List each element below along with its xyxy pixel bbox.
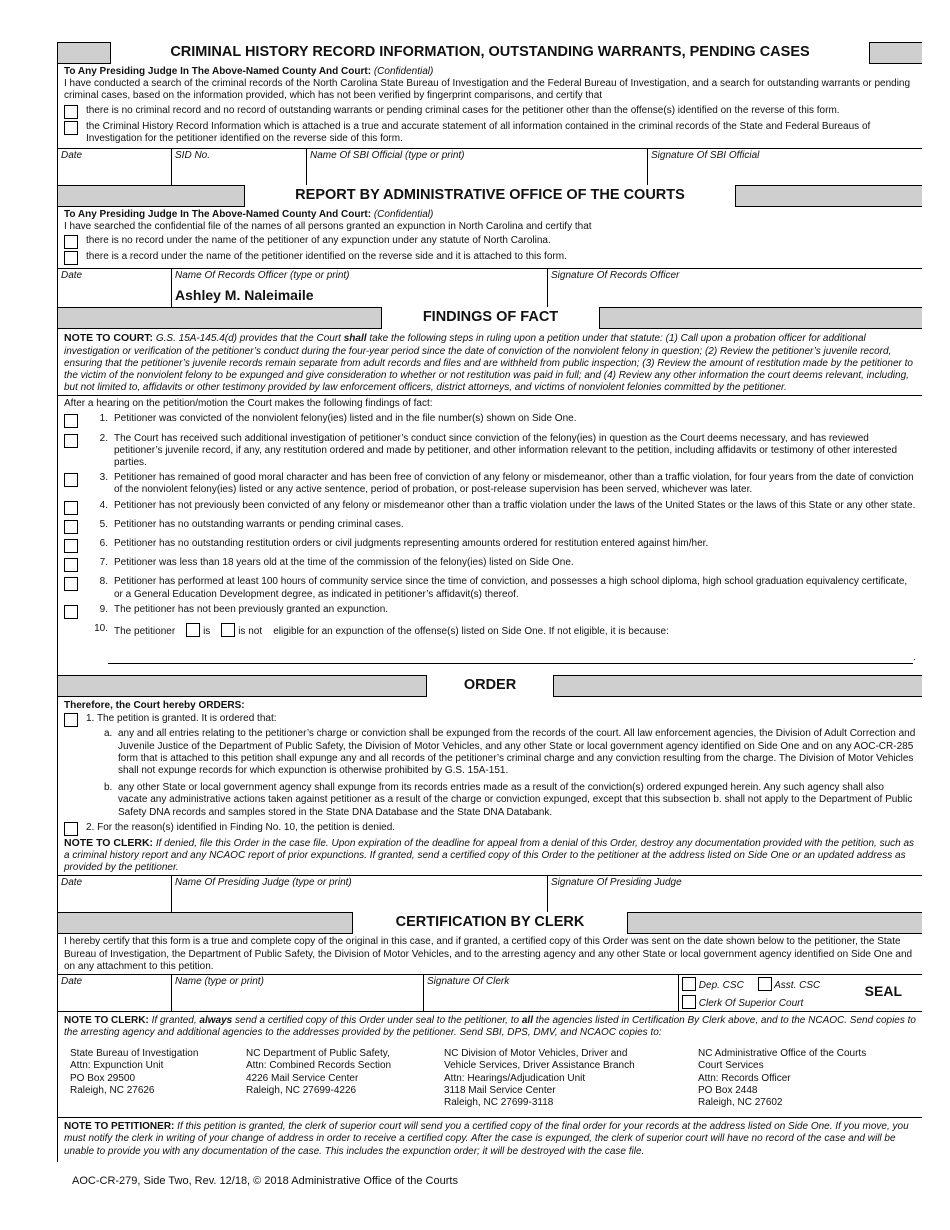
aoc-section-title: REPORT BY ADMINISTRATIVE OFFICE OF THE COURTS	[244, 185, 736, 207]
aoc-option-no-record: there is no record under the name of the petitioner of any expunction under any statute of North Carolina.	[86, 235, 551, 247]
finding-item	[64, 538, 916, 554]
findings-section-header	[58, 308, 922, 329]
sbi-sid-field[interactable]	[172, 149, 307, 185]
petitioner-note	[58, 1118, 922, 1162]
aoc-intro: I have searched the confidential file of the names of all persons granted an expunction in North Carolina and certify that	[64, 221, 592, 233]
aoc-date-label: Date	[61, 270, 83, 282]
certification-signature-row	[58, 974, 922, 1012]
order-note-label: NOTE TO CLERK:	[64, 836, 154, 849]
sbi-no-record-checkbox[interactable]	[64, 105, 78, 119]
asst-csc-label: Asst. CSC	[774, 979, 821, 991]
finding-8-checkbox[interactable]	[64, 577, 78, 591]
sbi-sid-label: SID No.	[175, 149, 211, 161]
cert-note-text-a: If granted,	[151, 1014, 197, 1026]
finding-1-checkbox[interactable]	[64, 414, 78, 428]
finding-item-10	[64, 623, 916, 638]
order-item-a	[104, 728, 916, 777]
finding-10-is-not-checkbox[interactable]	[221, 623, 235, 637]
order-item-a-label: a.	[104, 728, 113, 740]
certification-section-header	[58, 913, 922, 934]
order-granted-checkbox[interactable]	[64, 713, 78, 727]
order-item-2-text: For the reason(s) identified in Finding No. 10, the petition is denied.	[97, 821, 396, 833]
finding-3-checkbox[interactable]	[64, 473, 78, 487]
order-item-b	[104, 782, 916, 819]
finding-10-is-checkbox[interactable]	[186, 623, 200, 637]
finding-text: Petitioner has no outstanding warrants or pending criminal cases.	[114, 518, 404, 530]
findings-note-text-a: G.S. 15A-145.4(d) provides that the Court	[155, 333, 341, 345]
aoc-officer-name: Ashley M. Naleimaile	[175, 286, 314, 303]
finding-text: The petitioner has not been previously granted an expunction.	[114, 603, 389, 615]
cert-name-label: Name (type or print)	[175, 975, 264, 987]
finding-10-text-b: eligible for an expunction of the offense(s) listed on Side One. If not eligible, it is because:	[273, 625, 669, 637]
order-item-1-text: The petition is granted. It is ordered that:	[96, 713, 277, 725]
aoc-signature-label: Signature Of Records Officer	[551, 270, 680, 282]
sbi-section-body	[58, 64, 922, 148]
cert-date-field[interactable]	[58, 975, 172, 1011]
finding-text: Petitioner has no outstanding restitution orders or civil judgments representing amounts ordered for restitution entered against him/her.	[114, 537, 709, 549]
sbi-section-header	[58, 42, 922, 64]
sbi-date-field[interactable]	[58, 149, 172, 185]
cert-signature-field[interactable]	[424, 975, 679, 1011]
order-item-b-label: b.	[104, 782, 113, 794]
sbi-date-label: Date	[61, 149, 83, 161]
sbi-option-no-record: there is no criminal record and no record of outstanding warrants or pending criminal cases for the petitioner other than the offense(s) identified on the reverse of this form.	[86, 104, 840, 116]
aoc-record-attached-checkbox[interactable]	[64, 251, 78, 265]
order-judge-label: Name Of Presiding Judge (type or print)	[175, 877, 352, 889]
finding-10-is-label: is	[203, 625, 211, 637]
sbi-signature-row	[58, 148, 922, 186]
finding-2-checkbox[interactable]	[64, 434, 78, 448]
order-section-title: ORDER	[426, 675, 554, 697]
finding-text: Petitioner has performed at least 100 hours of community service since the time of conviction, and possesses a high school diploma, high school graduation equivalency certificate, or a General Education Development degree, as indicated in petitioner’s affidavit(s) thereof.	[114, 576, 908, 600]
aoc-officer-field[interactable]	[172, 269, 548, 307]
sbi-official-label: Name Of SBI Official (type or print)	[310, 149, 465, 161]
finding-num: 1.	[99, 413, 108, 425]
address-dmv: NC Division of Motor Vehicles, Driver and Vehicle Services, Driver Assistance Branch Attn: Hearings/Adjudication Unit 3118 Mail Service Center Raleigh, NC 27699-3118	[444, 1048, 635, 1108]
sbi-option-record-attached: the Criminal History Record Information which is attached is a true and accurate statement of all information contained in the criminal records of the State and Federal Bureaus of Investigation for the petitioner identified on the reverse side of this form.	[86, 120, 871, 144]
finding-num: 2.	[99, 432, 108, 444]
order-judge-field[interactable]	[172, 876, 548, 912]
aoc-signature-field[interactable]	[548, 269, 922, 307]
clerk-sc-checkbox[interactable]	[682, 995, 696, 1009]
order-note-text: If denied, file this Order in the case file. Upon expiration of the deadline for appeal from a denial of this Order, destroy any documentation provided with the petition, such as a criminal history report and any NCAOC report of prior expunctions. If granted, send a certified copy of this Order to the petitioner at the address listed on Side One or an updated address as provided by the petitioner.	[64, 837, 915, 874]
dep-csc-label: Dep. CSC	[698, 979, 744, 991]
address-dps: NC Department of Public Safety, Attn: Combined Records Section 4226 Mail Service Center Raleigh, NC 27699-4226	[246, 1048, 392, 1096]
aoc-signature-row	[58, 268, 922, 308]
findings-after-hearing: After a hearing on the petition/motion the Court makes the following findings of fact:	[64, 398, 433, 410]
order-note-clerk	[64, 837, 916, 875]
order-date-field[interactable]	[58, 876, 172, 912]
finding-item	[64, 500, 916, 516]
order-item-b-text: any other State or local government agency shall expunge from its records entries made as a result of the conviction(s) ordered expunged herein. Any such agency shall also vacate any administrative actions taken against petitioner as a result of the charge or conviction expunged, except that this subsection b. shall not apply to the Department of Public Safety DNA records and samples stored in the State DNA Database and the State DNA Databank.	[118, 782, 913, 818]
finding-num: 3.	[99, 472, 108, 484]
order-date-label: Date	[61, 877, 83, 889]
order-denied-checkbox[interactable]	[64, 822, 78, 836]
order-signature-field[interactable]	[548, 876, 922, 912]
finding-item	[64, 557, 916, 573]
finding-num: 7.	[99, 557, 108, 569]
certification-note-clerk	[58, 1012, 922, 1040]
certification-text: I hereby certify that this form is a true and complete copy of the original in this case, and if granted, a certified copy of this Order was sent on the date shown below to the petitioner, the State Bureau of Investigation, the Department of Public Safety, the Division of Motor Vehicles, and to the arresting agency and any other State or local government agency identified on Side One and on any attachment to this petition.	[64, 936, 913, 972]
sbi-official-name-field[interactable]	[307, 149, 648, 185]
cert-date-label: Date	[61, 975, 83, 987]
agency-addresses	[58, 1040, 922, 1118]
petitioner-note-text: If this petition is granted, the clerk of superior court will send you a certified copy of the final order for your records at the address listed on Side One. If you move, you must notify the clerk in writing of your change of address in order to receive a certified copy. After the case is expunged, the clerk of superior court will have no record of the case and will be unable to provide you with any documentation of the case. This includes the expunction order; it will be destroyed with the case file.	[64, 1121, 909, 1157]
findings-note-court	[58, 329, 922, 396]
finding-num: 10.	[94, 622, 108, 634]
order-therefore: Therefore, the Court hereby ORDERS:	[64, 700, 245, 712]
finding-num: 6.	[99, 537, 108, 549]
seal-label: SEAL	[864, 982, 902, 999]
finding-num: 8.	[99, 576, 108, 588]
order-item-1-num: 1.	[86, 713, 95, 725]
cert-note-all: all	[521, 1014, 533, 1026]
cert-clerk-title-field	[679, 975, 922, 1011]
finding-item	[64, 472, 916, 496]
cert-name-field[interactable]	[172, 975, 424, 1011]
order-section-header	[58, 675, 922, 697]
finding-text: Petitioner was convicted of the nonviolent felony(ies) listed and in the file number(s) shown on Side One.	[114, 413, 577, 425]
findings-section-title: FINDINGS OF FACT	[381, 307, 600, 329]
aoc-date-field[interactable]	[58, 269, 172, 307]
sbi-signature-label: Signature Of SBI Official	[651, 149, 760, 161]
finding-item	[64, 433, 916, 470]
finding-7-checkbox[interactable]	[64, 558, 78, 572]
findings-note-shall: shall	[343, 333, 367, 345]
finding-item	[64, 519, 916, 535]
finding-num: 4.	[99, 499, 108, 511]
aoc-section-header	[58, 186, 922, 207]
aoc-confidential: (Confidential)	[373, 208, 434, 220]
finding-10-reason-period: .	[913, 652, 916, 664]
order-signature-label: Signature Of Presiding Judge	[551, 877, 682, 889]
finding-6-checkbox[interactable]	[64, 539, 78, 553]
finding-text: Petitioner was less than 18 years old at the time of the commission of the felony(ies) listed on Side One.	[114, 557, 574, 569]
finding-10-text-a: The petitioner	[114, 625, 176, 637]
aoc-section-body	[58, 207, 922, 268]
certification-section-title: CERTIFICATION BY CLERK	[352, 912, 628, 934]
finding-text: The Court has received such additional investigation of petitioner’s conduct since conviction of the felony(ies) in question as the Court deems necessary, and has reviewed petitioner’s juvenile record, if any, any restitution ordered and made by petitioner, and other information relevant to the petition, including affidavits or testimony of other interested parties.	[114, 432, 898, 468]
address-sbi: State Bureau of Investigation Attn: Expunction Unit PO Box 29500 Raleigh, NC 27626	[70, 1048, 199, 1096]
cert-signature-label: Signature Of Clerk	[427, 975, 510, 987]
finding-10-reason-line[interactable]	[108, 652, 916, 664]
aoc-to-judge: To Any Presiding Judge In The Above-Named County And Court:	[64, 208, 372, 220]
aoc-no-record-checkbox[interactable]	[64, 235, 78, 249]
finding-10-is-not-label: is not	[238, 625, 263, 637]
sbi-confidential: (Confidential)	[373, 66, 434, 77]
finding-4-checkbox[interactable]	[64, 501, 78, 515]
order-section-body	[58, 697, 922, 875]
finding-num: 9.	[99, 603, 108, 615]
cert-note-text-b: send a certified copy of this Order under seal to the petitioner, to	[235, 1014, 520, 1026]
dep-csc-checkbox[interactable]	[682, 977, 696, 991]
form-footer: AOC-CR-279, Side Two, Rev. 12/18, © 2018 Administrative Office of the Courts	[72, 1175, 458, 1187]
sbi-record-attached-checkbox[interactable]	[64, 121, 78, 135]
sbi-intro: I have conducted a search of the criminal records of the North Carolina State Bureau of Investigation and the Federal Bureau of Investigation, and a search for outstanding warrants or pending criminal cases, based on the information provided, which has not been verified by fingerprint comparisons, and certify that	[64, 78, 911, 102]
finding-5-checkbox[interactable]	[64, 520, 78, 534]
order-item-a-text: any and all entries relating to the petitioner’s charge or conviction shall be expunged from the records of the court. All law enforcement agencies, the Division of Adult Correction and Juvenile Justice of the Department of Public Safety, the Division of Motor Vehicles, and any other State or local government agency identified on Side One and on any AOC-CR-285 form that is attached to this petition shall expunge any and all records of the petitioner’s criminal charge and any conviction resulting from the charge. The Division of Motor Vehicles shall not expunge records for which expunction is otherwise prohibited by G.S. 15A-151.	[118, 728, 916, 776]
finding-text: Petitioner has not previously been convicted of any felony or misdemeanor other than a traffic violation under the laws of the United States or the laws of this State or any other state.	[114, 499, 916, 511]
finding-text: Petitioner has remained of good moral character and has been free of conviction of any felony or misdemeanor, other than a traffic violation, for four years from the date of conviction of the nonviolent felony(ies) listed or any active sentence, period of probation, or post-release supervision has been served, whichever was later.	[114, 472, 914, 496]
finding-item	[64, 576, 916, 600]
findings-list	[58, 396, 922, 675]
address-aoc: NC Administrative Office of the Courts Court Services Attn: Records Officer PO Box 2448 Raleigh, NC 27602	[698, 1048, 867, 1108]
cert-note-text-c: the agencies listed in Certification By Clerk above, and to the NCAOC. Send copies to the arresting agency and additional agencies to the addresses provided by the petitioner. Send SBI, DPS, DMV, and NCAOC copies to:	[64, 1014, 916, 1039]
order-signature-row	[58, 875, 922, 913]
cert-note-label: NOTE TO CLERK:	[64, 1014, 149, 1026]
finding-item	[64, 413, 916, 429]
petitioner-note-label: NOTE TO PETITIONER:	[64, 1121, 175, 1133]
cert-note-always: always	[199, 1014, 233, 1026]
sbi-section-title: CRIMINAL HISTORY RECORD INFORMATION, OUTSTANDING WARRANTS, PENDING CASES	[110, 42, 870, 64]
finding-num: 5.	[99, 518, 108, 530]
expunction-form	[57, 42, 922, 1162]
finding-item	[64, 604, 916, 620]
asst-csc-checkbox[interactable]	[758, 977, 772, 991]
aoc-option-record-attached: there is a record under the name of the petitioner identified on the reverse side and it is attached to this form.	[86, 251, 567, 263]
sbi-to-judge: To Any Presiding Judge In The Above-Named County And Court:	[64, 66, 372, 77]
findings-note-text-b: take the following steps in ruling upon a petition under that statute: (1) Call upon a probation officer for additional investigation or verification of the petitioner’s conduct during the four-year period since the date of conviction of the nonviolent felony in question; (2) Review the petitioner’s juvenile record, ensuring that the petitioner’s juvenile records remain separate from adult records and files and are withheld from public inspection; (3) Review the amount of restitution made by the petitioner to the victim of the nonviolent felony to be expunged and give consideration to whether or not restitution was paid in full; and (4) Review any other information the court deems relevant, including, but not limited to, affidavits or other testimony provided by law enforcement officers, district attorneys, and victims of nonviolent felonies committed by the petitioner.	[64, 333, 913, 394]
aoc-officer-label: Name Of Records Officer (type or print)	[175, 270, 350, 282]
clerk-sc-label: Clerk Of Superior Court	[698, 998, 804, 1010]
order-item-2-num: 2.	[86, 821, 95, 833]
sbi-signature-field[interactable]	[648, 149, 922, 185]
findings-note-label: NOTE TO COURT:	[64, 332, 154, 345]
finding-9-checkbox[interactable]	[64, 605, 78, 619]
